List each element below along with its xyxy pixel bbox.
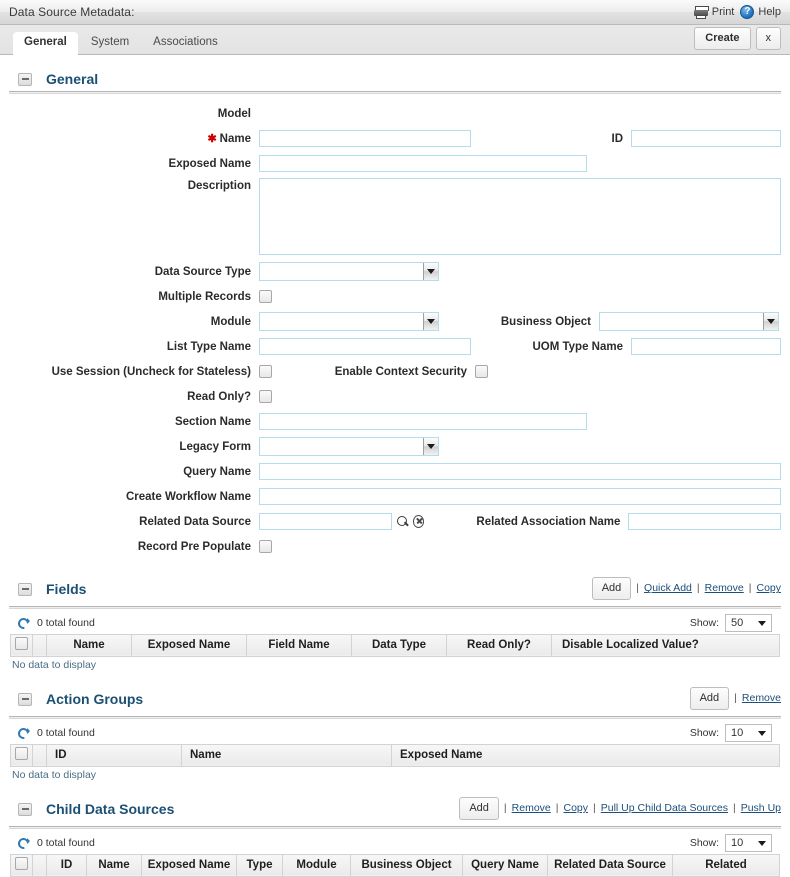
child-data-sources-select-all-header: [11, 854, 33, 876]
tab-bar-actions: [694, 27, 790, 54]
action-groups-total-found: 0 total found: [37, 727, 95, 740]
module-label: Module: [210, 315, 251, 328]
child-data-sources-pull-up-link[interactable]: Pull Up Child Data Sources: [600, 802, 728, 815]
data-source-type-select[interactable]: [259, 262, 439, 281]
fields-no-data: No data to display: [12, 658, 97, 671]
row-create-workflow-name: [9, 486, 781, 507]
fields-table-wrap: [9, 634, 781, 671]
child-data-sources-table: [10, 854, 780, 877]
fields-col-data-type: Data Type: [352, 634, 447, 656]
row-list-type-name: [9, 336, 781, 357]
child-col-business-object: Business Object: [351, 854, 463, 876]
row-read-only: [9, 386, 781, 407]
child-data-sources-grid-toolbar: [9, 833, 781, 854]
help-label: Help: [758, 6, 781, 18]
row-name: [9, 128, 781, 149]
fields-grid-toolbar: [9, 613, 781, 634]
chevron-down-icon: [758, 841, 766, 846]
minus-icon[interactable]: [18, 803, 32, 816]
tab-associations[interactable]: Associations: [153, 35, 218, 48]
action-groups-select-all-header: [11, 744, 33, 766]
row-model: [9, 103, 781, 124]
printer-icon: [694, 6, 708, 19]
fields-total-found: 0 total found: [37, 617, 95, 630]
action-groups-no-data: No data to display: [12, 768, 97, 781]
read-only-label: Read Only?: [187, 390, 251, 403]
section-divider: [9, 606, 781, 609]
row-use-session: [9, 361, 781, 382]
action-groups-section-actions: Add | Remove: [690, 687, 781, 712]
refresh-icon[interactable]: [18, 618, 29, 629]
action-groups-show-select[interactable]: [725, 724, 772, 742]
section-name-label: Section Name: [174, 415, 251, 428]
name-label: Name: [219, 133, 251, 145]
general-section-header: [9, 55, 781, 91]
fields-col-name: Name: [47, 634, 132, 656]
row-description: [9, 178, 781, 255]
module-select[interactable]: [259, 312, 439, 331]
table-header-row: [11, 744, 780, 766]
related-data-source-label: Related Data Source: [139, 515, 251, 528]
fields-section-title: Fields: [46, 581, 87, 598]
legacy-form-label: Legacy Form: [179, 440, 251, 453]
list-type-name-input[interactable]: [259, 338, 471, 355]
row-multiple-records: [9, 286, 781, 307]
list-type-name-label: List Type Name: [166, 340, 251, 353]
record-pre-populate-checkbox[interactable]: [259, 540, 272, 553]
titlebar-actions: [694, 5, 790, 19]
business-object-value: [600, 313, 763, 330]
query-name-label: Query Name: [183, 465, 251, 478]
use-session-label: Use Session (Uncheck for Stateless): [51, 365, 251, 378]
business-object-select[interactable]: [599, 312, 779, 331]
chevron-down-icon: [758, 621, 766, 626]
exposed-name-label: Exposed Name: [168, 157, 251, 170]
tab-general[interactable]: General: [13, 32, 78, 56]
read-only-checkbox[interactable]: [259, 390, 272, 403]
create-workflow-name-label: Create Workflow Name: [125, 490, 251, 503]
chevron-down-icon: [758, 731, 766, 736]
child-data-sources-push-up-link[interactable]: Push Up: [740, 802, 781, 815]
action-groups-show-label: Show:: [689, 727, 719, 740]
row-module: [9, 311, 781, 332]
uom-type-name-input[interactable]: [631, 338, 781, 355]
select-all-checkbox[interactable]: [15, 857, 28, 870]
use-session-checkbox[interactable]: [259, 365, 272, 378]
legacy-form-value: [260, 438, 423, 455]
section-name-input[interactable]: [259, 413, 587, 430]
action-groups-show-value: 10: [731, 727, 744, 740]
child-col-query-name: Query Name: [463, 854, 548, 876]
fields-col-read-only: Read Only?: [447, 634, 552, 656]
section-divider: [9, 826, 781, 829]
model-label: Model: [217, 107, 251, 120]
child-data-sources-section-title: Child Data Sources: [46, 801, 175, 818]
child-col-module: Module: [283, 854, 351, 876]
minus-icon[interactable]: [18, 583, 32, 596]
fields-section-header: [9, 561, 781, 606]
section-divider: [9, 91, 781, 94]
fields-select-all-header: [11, 634, 33, 656]
chevron-down-icon: [423, 438, 438, 455]
select-all-checkbox[interactable]: [15, 637, 28, 650]
fields-show-select[interactable]: [725, 614, 772, 632]
fields-col-exposed-name: Exposed Name: [132, 634, 247, 656]
fields-copy-link[interactable]: Copy: [756, 582, 781, 595]
minus-icon[interactable]: [18, 693, 32, 706]
print-button[interactable]: [694, 6, 735, 19]
child-col-related-data-source: Related Data Source: [548, 854, 673, 876]
page-title: Data Source Metadata:: [9, 5, 135, 19]
multiple-records-label: Multiple Records: [158, 290, 251, 303]
uom-type-name-label: UOM Type Name: [532, 340, 623, 353]
action-groups-section-header: [9, 671, 781, 716]
child-col-related: Related: [673, 854, 780, 876]
exposed-name-input[interactable]: [259, 155, 587, 172]
child-data-sources-remove-link[interactable]: Remove: [511, 802, 551, 815]
create-workflow-name-input[interactable]: [259, 488, 781, 505]
description-label: Description: [187, 180, 251, 192]
action-groups-col-name: Name: [182, 744, 392, 766]
child-data-sources-copy-link[interactable]: Copy: [563, 802, 589, 815]
fields-section-actions: Add | Quick Add | Remove | Copy: [592, 577, 781, 602]
print-label: Print: [711, 6, 735, 18]
chevron-down-icon: [423, 313, 438, 330]
module-value: [260, 313, 423, 330]
enable-context-security-label: Enable Context Security: [334, 365, 467, 378]
child-col-exposed-name: Exposed Name: [142, 854, 237, 876]
action-groups-col-id: ID: [47, 744, 182, 766]
fields-add-button[interactable]: Add: [592, 577, 632, 600]
related-association-name-input[interactable]: [628, 513, 781, 530]
action-groups-grid-toolbar: [9, 723, 781, 744]
child-data-sources-show-label: Show:: [689, 837, 719, 850]
action-groups-table: [10, 744, 780, 767]
refresh-icon[interactable]: [18, 728, 29, 739]
fields-col-disable-localized-value: Disable Localized Value?: [552, 634, 780, 656]
row-related-data-source: [9, 511, 781, 532]
page-content: [0, 55, 790, 877]
tab-bar: [0, 25, 790, 55]
name-input[interactable]: [259, 130, 471, 147]
fields-remove-link[interactable]: Remove: [704, 582, 744, 595]
business-object-label: Business Object: [500, 315, 591, 328]
tab-system[interactable]: System: [90, 35, 130, 48]
multiple-records-checkbox[interactable]: [259, 290, 272, 303]
minus-icon[interactable]: [18, 73, 32, 86]
fields-col-field-name: Field Name: [247, 634, 352, 656]
section-divider: [9, 716, 781, 719]
close-button[interactable]: x: [756, 27, 782, 50]
fields-quick-add-link[interactable]: Quick Add: [644, 582, 692, 595]
child-data-sources-show-control: [690, 834, 781, 852]
child-col-id: ID: [47, 854, 87, 876]
action-groups-add-button[interactable]: Add: [690, 687, 730, 710]
child-data-sources-show-select[interactable]: [725, 834, 772, 852]
child-data-sources-show-value: 10: [731, 837, 744, 850]
enable-context-security-checkbox[interactable]: [475, 365, 488, 378]
row-record-pre-populate: [9, 536, 781, 557]
id-input[interactable]: [631, 130, 781, 147]
required-asterisk: ✱: [207, 133, 217, 145]
general-section-title: General: [46, 71, 99, 87]
row-data-source-type: [9, 261, 781, 282]
fields-show-control: [690, 614, 781, 632]
select-all-checkbox[interactable]: [15, 747, 28, 760]
data-source-type-value: [260, 263, 423, 280]
window-titlebar: [0, 0, 790, 25]
action-groups-remove-link[interactable]: Remove: [741, 692, 781, 705]
magnifier-icon[interactable]: [397, 515, 408, 528]
row-query-name: [9, 461, 781, 482]
record-pre-populate-label: Record Pre Populate: [137, 540, 251, 553]
chevron-down-icon: [423, 263, 438, 280]
child-data-sources-table-wrap: [9, 854, 781, 877]
chevron-down-icon: [763, 313, 778, 330]
clear-circle-icon[interactable]: [413, 515, 424, 528]
fields-show-value: 50: [731, 617, 744, 630]
data-source-type-label: Data Source Type: [154, 265, 251, 278]
child-data-sources-section-actions: Add | Remove | Copy | Pull Up Child Data Sources | Push Up: [459, 797, 781, 822]
table-header-row: [11, 634, 780, 656]
table-header-row: [11, 854, 780, 876]
action-groups-col-exposed-name: Exposed Name: [392, 744, 780, 766]
fields-table: [10, 634, 780, 657]
query-name-input[interactable]: [259, 463, 781, 480]
action-groups-section-title: Action Groups: [46, 691, 144, 708]
related-data-source-input[interactable]: [259, 513, 392, 530]
general-form: [9, 96, 781, 557]
related-association-name-label: Related Association Name: [476, 515, 621, 528]
description-textarea[interactable]: [259, 178, 781, 255]
row-section-name: [9, 411, 781, 432]
create-button[interactable]: Create: [694, 27, 750, 50]
id-label: ID: [611, 132, 623, 145]
action-groups-table-wrap: [9, 744, 781, 781]
child-data-sources-section-header: [9, 781, 781, 826]
child-col-type: Type: [237, 854, 283, 876]
row-legacy-form: [9, 436, 781, 457]
child-col-name: Name: [87, 854, 142, 876]
legacy-form-select[interactable]: [259, 437, 439, 456]
child-data-sources-total-found: 0 total found: [37, 837, 95, 850]
child-data-sources-add-button[interactable]: Add: [459, 797, 499, 820]
row-exposed-name: [9, 153, 781, 174]
help-button[interactable]: [740, 5, 781, 19]
action-groups-show-control: [690, 724, 781, 742]
refresh-icon[interactable]: [18, 838, 29, 849]
fields-show-label: Show:: [689, 617, 719, 630]
help-circle-icon: ?: [740, 5, 754, 19]
